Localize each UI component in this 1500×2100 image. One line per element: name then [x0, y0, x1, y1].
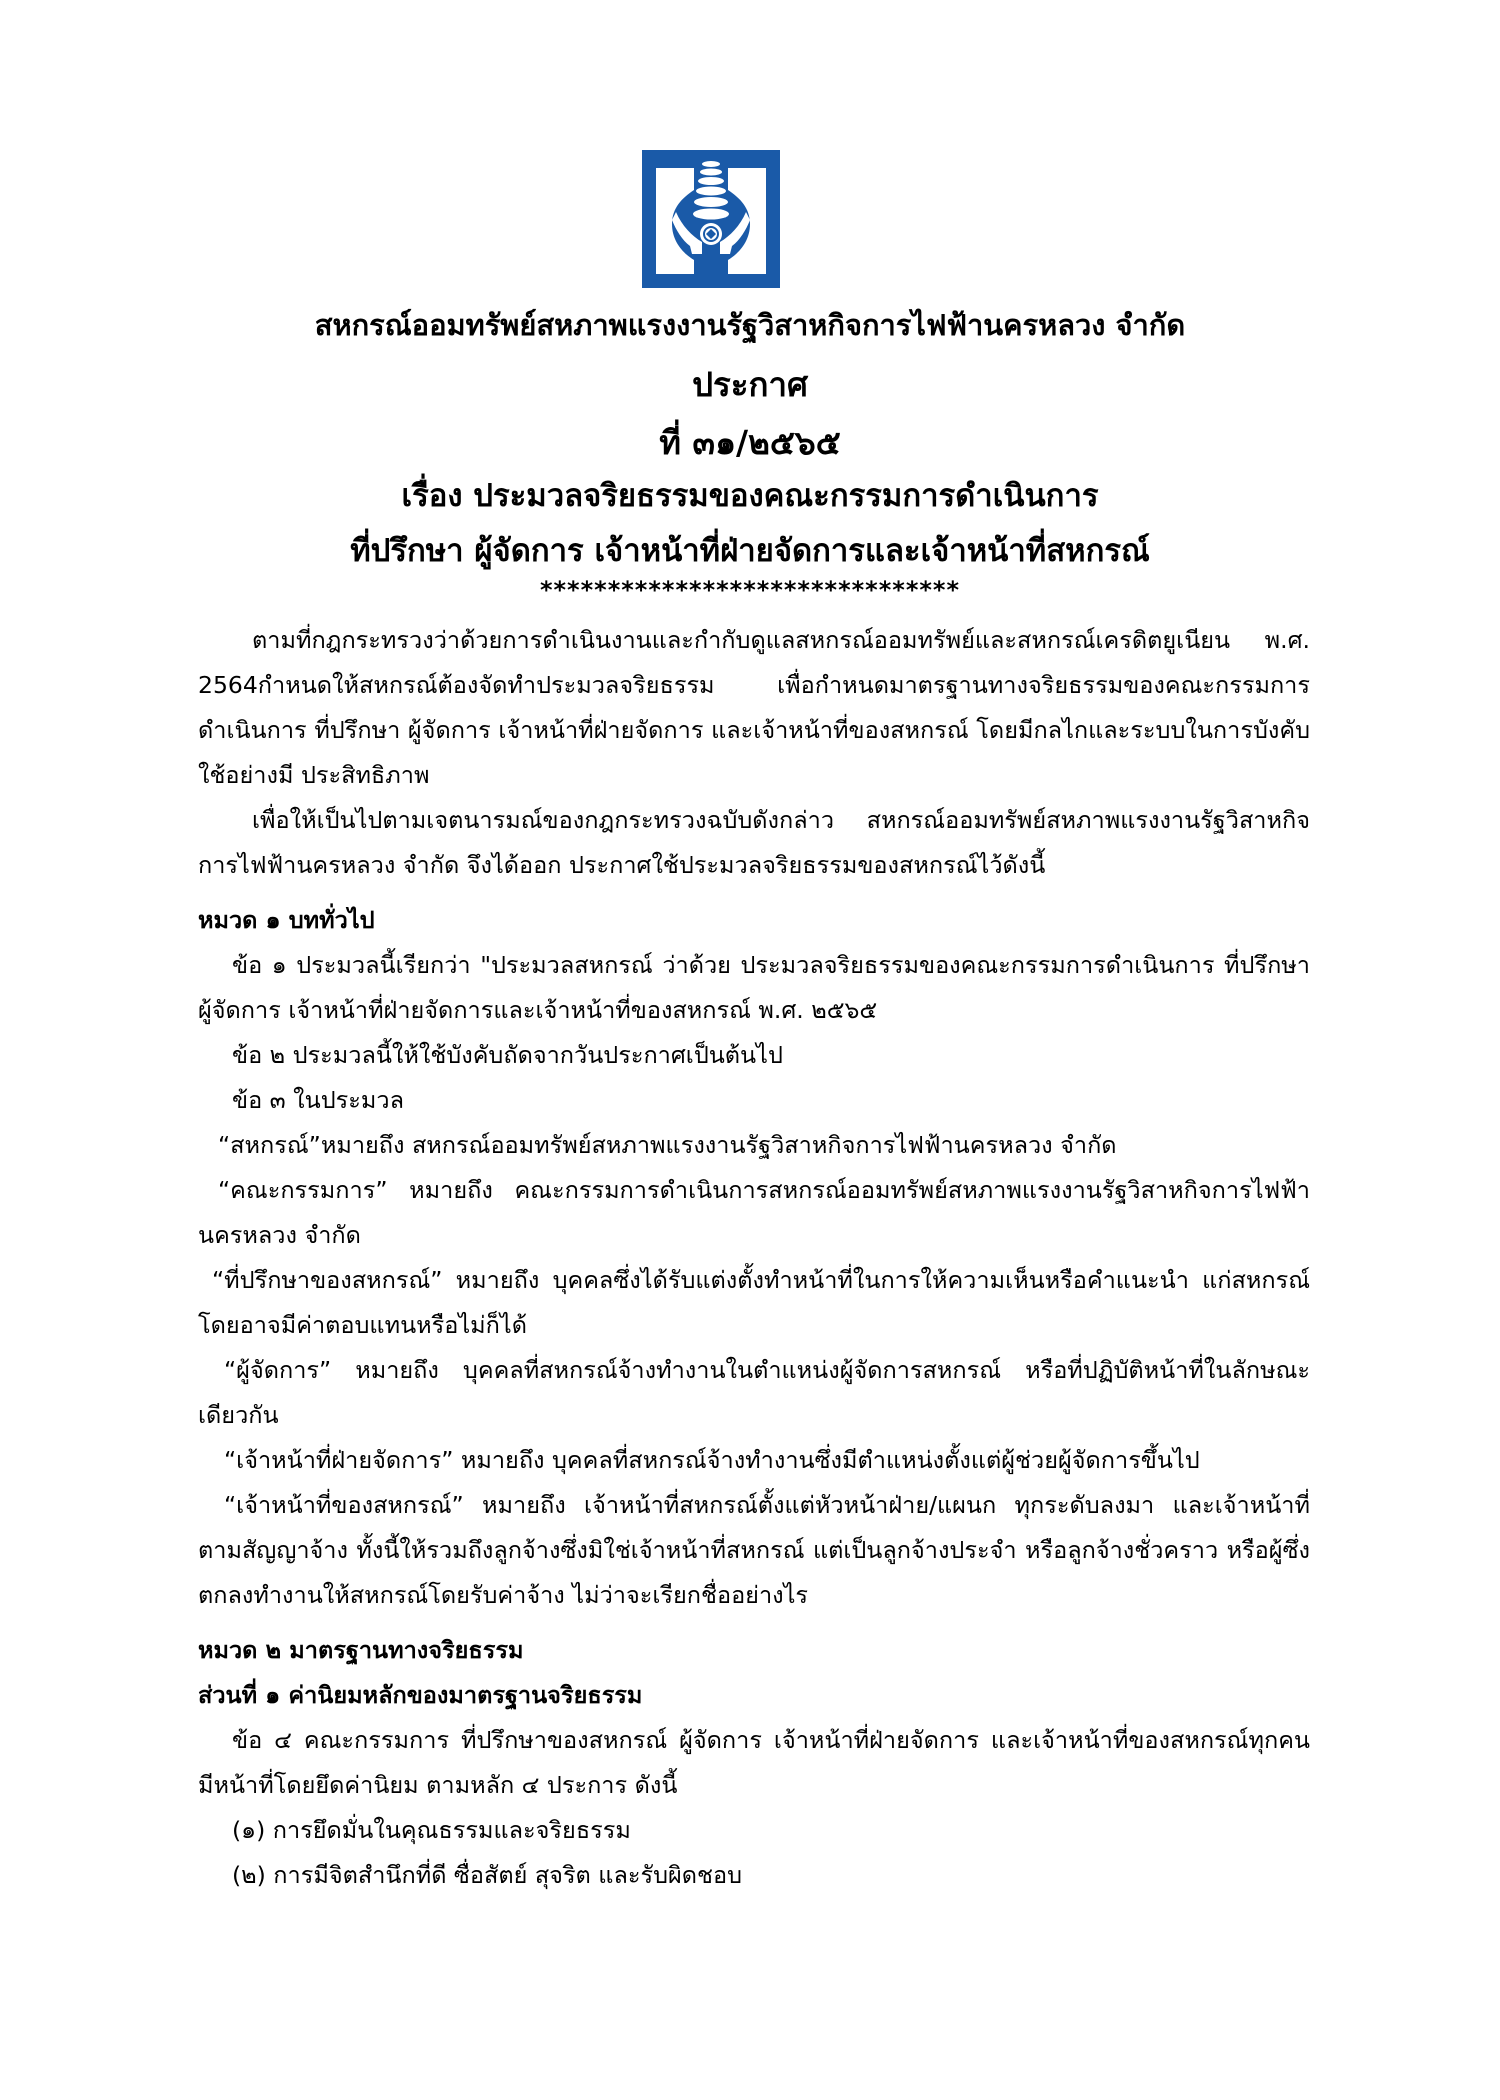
clause-2: ข้อ ๒ ประมวลนี้ให้ใช้บังคับถัดจากวันประกาศเป็นต้นไป: [232, 1041, 783, 1069]
clause-3: ข้อ ๓ ในประมวล: [232, 1086, 404, 1114]
subject-line-2: ที่ปรึกษา ผู้จัดการ เจ้าหน้าที่ฝ่ายจัดการและเจ้าหน้าที่สหกรณ์: [350, 533, 1150, 569]
subject-line-1: เรื่อง ประมวลจริยธรรมของคณะกรรมการดำเนินการ: [401, 478, 1099, 514]
clause-1: ข้อ ๑ ประมวลนี้เรียกว่า "ประมวลสหกรณ์ ว่าด้วย ประมวลจริยธรรมของคณะกรรมการดำเนินการ ที่ปรึกษา ผู้จัดการ เจ้าหน้าที่ฝ่ายจัดการและเจ้าหน้าที่ของสหกรณ์ พ.ศ. ๒๕๖๕: [198, 951, 1310, 1024]
value-item-2: (๒) การมีจิตสำนึกที่ดี ซื่อสัตย์ สุจริต และรับผิดชอบ: [232, 1861, 743, 1889]
chapter-2-heading: หมวด ๒ มาตรฐานทางจริยธรรม: [198, 1636, 524, 1664]
definition-manager: “ผู้จัดการ” หมายถึง บุคคลที่สหกรณ์จ้างทำงานในตำแหน่งผู้จัดการสหกรณ์ หรือที่ปฏิบัติหน้าที่ในลักษณะเดียวกัน: [198, 1356, 1310, 1429]
definition-management-staff: “เจ้าหน้าที่ฝ่ายจัดการ” หมายถึง บุคคลที่สหกรณ์จ้างทำงานซึ่งมีตำแหน่งตั้งแต่ผู้ช่วยผู้จัดการขึ้นไป: [224, 1446, 1200, 1474]
separator-stars: *******************************: [539, 576, 961, 604]
document-body: [198, 618, 1310, 1898]
intro-paragraph-1: ตามที่กฎกระทรวงว่าด้วยการดำเนินงานและกำกับดูแลสหกรณ์ออมทรัพย์และสหกรณ์เครดิตยูเนียน พ.ศ. 2564กำหนดให้สหกรณ์ต้องจัดทำประมวลจริยธรรม เพื่อกำหนดมาตรฐานทางจริยธรรมของคณะกรรมการดำเนินการ ที่ปรึกษา ผู้จัดการ เจ้าหน้าที่ฝ่ายจัดการ และเจ้าหน้าที่ของสหกรณ์ โดยมีกลไกและระบบในการบังคับใช้อย่างมี ประสิทธิภาพ: [198, 626, 1310, 789]
definition-cooperative-staff: “เจ้าหน้าที่ของสหกรณ์” หมายถึง เจ้าหน้าที่สหกรณ์ตั้งแต่หัวหน้าฝ่าย/แผนก ทุกระดับลงมา และเจ้าหน้าที่ตามสัญญาจ้าง ทั้งนี้ให้รวมถึงลูกจ้างซึ่งมิใช่เจ้าหน้าที่สหกรณ์ แต่เป็นลูกจ้างประจำ หรือลูกจ้างชั่วคราว หรือผู้ซึ่งตกลงทำงานให้สหกรณ์โดยรับค่าจ้าง ไม่ว่าจะเรียกชื่ออย่างไร: [198, 1491, 1310, 1609]
part-1-heading: ส่วนที่ ๑ ค่านิยมหลักของมาตรฐานจริยธรรม: [198, 1681, 643, 1709]
announcement-number: ที่ ๓๑/๒๕๖๕: [659, 423, 841, 462]
clause-4: ข้อ ๔ คณะกรรมการ ที่ปรึกษาของสหกรณ์ ผู้จัดการ เจ้าหน้าที่ฝ่ายจัดการ และเจ้าหน้าที่ของสหกรณ์ทุกคนมีหน้าที่โดยยึดค่านิยม ตามหลัก ๔ ประการ ดังนี้: [198, 1726, 1310, 1799]
definition-cooperative: “สหกรณ์”หมายถึง สหกรณ์ออมทรัพย์สหภาพแรงงานรัฐวิสาหกิจการไฟฟ้านครหลวง จำกัด: [218, 1131, 1117, 1159]
chapter-1-heading: หมวด ๑ บททั่วไป: [198, 906, 375, 934]
definition-committee: “คณะกรรมการ” หมายถึง คณะกรรมการดำเนินการสหกรณ์ออมทรัพย์สหภาพแรงงานรัฐวิสาหกิจการไฟฟ้านครหลวง จำกัด: [198, 1176, 1310, 1249]
intro-paragraph-2: เพื่อให้เป็นไปตามเจตนารมณ์ของกฎกระทรวงฉบับดังกล่าว สหกรณ์ออมทรัพย์สหภาพแรงงานรัฐวิสาหกิจการไฟฟ้านครหลวง จำกัด จึงได้ออก ประกาศใช้ประมวลจริยธรรมของสหกรณ์ไว้ดังนี้: [198, 806, 1310, 879]
organization-name: สหกรณ์ออมทรัพย์สหภาพแรงงานรัฐวิสาหกิจการไฟฟ้านครหลวง จำกัด: [314, 308, 1186, 342]
logo-graphic: [642, 150, 780, 288]
announcement-title: ประกาศ: [692, 365, 808, 404]
definition-advisor: “ที่ปรึกษาของสหกรณ์” หมายถึง บุคคลซึ่งได้รับแต่งตั้งทำหน้าที่ในการให้ความเห็นหรือคำแนะนำ แก่สหกรณ์โดยอาจมีค่าตอบแทนหรือไม่ก็ได้: [198, 1266, 1310, 1339]
value-item-1: (๑) การยึดมั่นในคุณธรรมและจริยธรรม: [232, 1816, 631, 1844]
cooperative-logo-icon: [642, 150, 780, 288]
